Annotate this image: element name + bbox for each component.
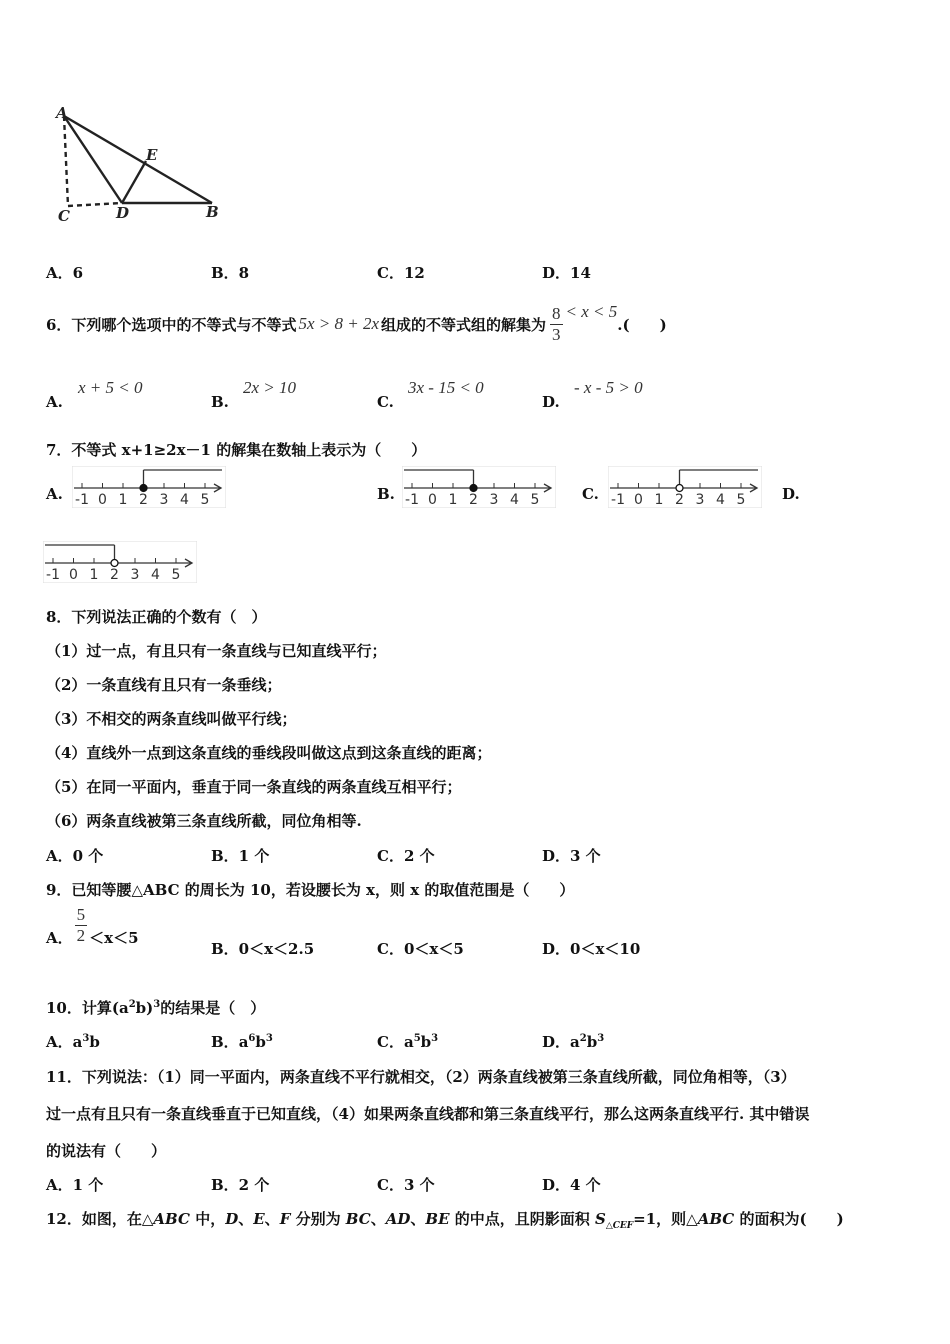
numberline-tick-label: 3 xyxy=(489,492,499,508)
q6-frac-num: 8 xyxy=(552,303,561,323)
numberline-tick-label: -1 xyxy=(405,492,419,508)
q6-option-d-letter[interactable]: D. xyxy=(542,393,560,411)
label-a: A xyxy=(56,104,68,122)
q6-stem-mid: 组成的不等式组的解集为 xyxy=(381,315,547,334)
q10-stem-pre: 10．计算(a xyxy=(46,999,129,1017)
q11-option-a[interactable]: A．1 个 xyxy=(46,1176,104,1194)
numberline-open-dot xyxy=(111,560,118,567)
q6-range: < x < 5 xyxy=(565,302,618,321)
numberline-tick-label: 4 xyxy=(180,492,189,508)
q12-stem: 12．如图，在△ABC 中，D、E、F 分别为 BC、AD、BE 的中点，且阴影面积 $S_{\triangle CEF}=1$，则△ABC 的面积为( ) xyxy=(46,1210,844,1231)
numberline-a-svg xyxy=(72,466,226,508)
q8-item-2: （2）一条直线有且只有一条垂线； xyxy=(46,676,282,694)
numberline-tick-label: 1 xyxy=(448,492,458,508)
q8-item-4: （4）直线外一点到这条直线的垂线段叫做这点到这条直线的距离； xyxy=(46,744,492,762)
q7-option-d-letter[interactable]: D. xyxy=(782,485,800,503)
q5-option-b[interactable]: B．8 xyxy=(211,264,250,282)
numberline-tick-label: 1 xyxy=(89,567,99,583)
q9-option-a-rest: ＜x＜5 xyxy=(89,928,139,947)
q6-stem xyxy=(46,294,667,354)
q8-stem: 8．下列说法正确的个数有（ ） xyxy=(46,608,267,626)
numberline-tick-label: -1 xyxy=(75,492,89,508)
q6-option-c-letter[interactable]: C. xyxy=(377,393,394,411)
q10-option-b[interactable]: B．$a^6b^3$ xyxy=(211,1033,273,1051)
numberline-tick-label: 4 xyxy=(151,567,160,583)
q8-item-5: （5）在同一平面内，垂直于同一条直线的两条直线互相平行； xyxy=(46,778,462,796)
numberline-tick-label: 3 xyxy=(159,492,169,508)
q11-option-c[interactable]: C．3 个 xyxy=(377,1176,435,1194)
q8-item-1: （1）过一点，有且只有一条直线与已知直线平行； xyxy=(46,642,387,660)
numberline-tick-label: -1 xyxy=(46,567,60,583)
q8-option-b[interactable]: B．1 个 xyxy=(211,847,270,865)
q5-option-c[interactable]: C．12 xyxy=(377,264,425,282)
numberline-tick-label: 1 xyxy=(118,492,128,508)
numberline-tick-label: 0 xyxy=(98,492,107,508)
q7-numberline-b[interactable] xyxy=(402,466,556,508)
q9-option-a-letter: A． xyxy=(46,928,73,947)
q9-stem: 9．已知等腰△ABC 的周长为 10，若设腰长为 x，则 x 的取值范围是（ ） xyxy=(46,881,575,899)
q7-numberline-a[interactable] xyxy=(72,466,226,508)
q6-stem-end: .( ) xyxy=(617,315,667,334)
q9-option-a-fraction xyxy=(75,905,88,946)
q11-line-3: 的说法有（ ） xyxy=(46,1142,167,1160)
triangle-figure xyxy=(40,100,240,230)
q9-frac-num: 5 xyxy=(76,904,86,924)
q10-stem-mid: b) xyxy=(135,999,154,1017)
segment-cd-dashed xyxy=(68,203,122,206)
numberline-tick-label: 1 xyxy=(654,492,664,508)
q6-option-a-letter[interactable]: A. xyxy=(46,393,63,411)
numberline-tick-label: 3 xyxy=(130,567,140,583)
q6-option-b-expr[interactable]: 2x > 10 xyxy=(243,378,297,397)
q11-option-b[interactable]: B．2 个 xyxy=(211,1176,270,1194)
q11-option-d[interactable]: D．4 个 xyxy=(542,1176,601,1194)
numberline-tick-label: 5 xyxy=(530,492,540,508)
numberline-tick-label: 2 xyxy=(139,492,148,508)
numberline-tick-label: 0 xyxy=(69,567,78,583)
q6-option-b-letter[interactable]: B. xyxy=(211,393,229,411)
numberline-tick-label: 2 xyxy=(469,492,478,508)
numberline-tick-label: 2 xyxy=(110,567,119,583)
segment-de xyxy=(122,161,146,203)
q10-stem-sup2: 3 xyxy=(153,999,161,1010)
q7-numberline-d[interactable] xyxy=(43,541,197,583)
numberline-closed-dot xyxy=(140,485,147,492)
q10-option-a[interactable]: A．$a^3b$ xyxy=(46,1033,100,1051)
label-e: E xyxy=(146,146,158,164)
numberline-tick-label: 4 xyxy=(510,492,519,508)
numberline-tick-label: 5 xyxy=(736,492,746,508)
q6-option-a-expr[interactable]: x + 5 < 0 xyxy=(78,378,143,397)
segment-ad xyxy=(64,116,122,203)
q7-option-b-letter[interactable]: B. xyxy=(377,485,395,503)
q6-frac-den: 3 xyxy=(552,324,561,344)
q5-option-d[interactable]: D．14 xyxy=(542,264,591,282)
numberline-tick-label: -1 xyxy=(611,492,625,508)
segment-ab xyxy=(64,116,212,203)
numberline-d-svg xyxy=(43,541,197,583)
numberline-open-dot xyxy=(676,485,683,492)
q6-option-d-expr[interactable]: - x - 5 > 0 xyxy=(574,378,643,397)
q6-option-c-expr[interactable]: 3x - 15 < 0 xyxy=(408,378,484,397)
q9-option-c[interactable]: C．0＜x＜5 xyxy=(377,940,464,958)
numberline-c-svg xyxy=(608,466,762,508)
q7-option-a-letter[interactable]: A. xyxy=(46,485,63,503)
q9-frac-den: 2 xyxy=(76,925,86,945)
numberline-tick-label: 5 xyxy=(171,567,181,583)
q10-stem-sup1: 2 xyxy=(128,999,136,1010)
q6-fraction xyxy=(550,304,563,345)
numberline-tick-label: 2 xyxy=(675,492,684,508)
q10-option-d[interactable]: D．$a^2b^3$ xyxy=(542,1033,605,1051)
q11-line-2: 过一点有且只有一条直线垂直于已知直线，（4）如果两条直线都和第三条直线平行，那么这两条直线平行. 其中错误 xyxy=(46,1105,810,1123)
numberline-tick-label: 5 xyxy=(200,492,210,508)
segment-ac-dashed xyxy=(64,116,68,206)
numberline-tick-label: 0 xyxy=(634,492,643,508)
label-b: B xyxy=(206,203,219,221)
q6-stem-pre: 6．下列哪个选项中的不等式与不等式 xyxy=(46,315,297,334)
numberline-tick-label: 3 xyxy=(695,492,705,508)
q8-option-d[interactable]: D．3 个 xyxy=(542,847,601,865)
q7-option-c-letter[interactable]: C. xyxy=(582,485,599,503)
q8-option-c[interactable]: C．2 个 xyxy=(377,847,435,865)
q11-line-1: 11．下列说法：（1）同一平面内，两条直线不平行就相交，（2）两条直线被第三条直线所截，同位角相等，（3） xyxy=(46,1068,796,1086)
numberline-closed-dot xyxy=(470,485,477,492)
numberline-tick-label: 4 xyxy=(716,492,725,508)
q9-option-a[interactable] xyxy=(46,904,139,962)
label-d: D xyxy=(116,204,130,222)
q10-stem-post: 的结果是（ ） xyxy=(160,999,266,1017)
q8-item-3: （3）不相交的两条直线叫做平行线； xyxy=(46,710,297,728)
q9-option-b[interactable]: B．0＜x＜2.5 xyxy=(211,940,315,958)
numberline-b-svg xyxy=(402,466,556,508)
q5-option-a[interactable]: A．6 xyxy=(46,264,84,282)
q10-option-c[interactable]: C．$a^5b^3$ xyxy=(377,1033,439,1051)
q10-stem xyxy=(46,997,265,1018)
q8-option-a[interactable]: A．0 个 xyxy=(46,847,104,865)
q7-numberline-c[interactable] xyxy=(608,466,762,508)
label-c: C xyxy=(58,207,70,225)
q6-stem-inequality: 5x > 8 + 2x xyxy=(298,314,379,333)
q9-option-d[interactable]: D．0＜x＜10 xyxy=(542,940,641,958)
numberline-tick-label: 0 xyxy=(428,492,437,508)
q8-item-6: （6）两条直线被第三条直线所截，同位角相等. xyxy=(46,812,362,830)
q7-stem: 7．不等式 x+1≥2x－1 的解集在数轴上表示为（ ） xyxy=(46,441,427,459)
